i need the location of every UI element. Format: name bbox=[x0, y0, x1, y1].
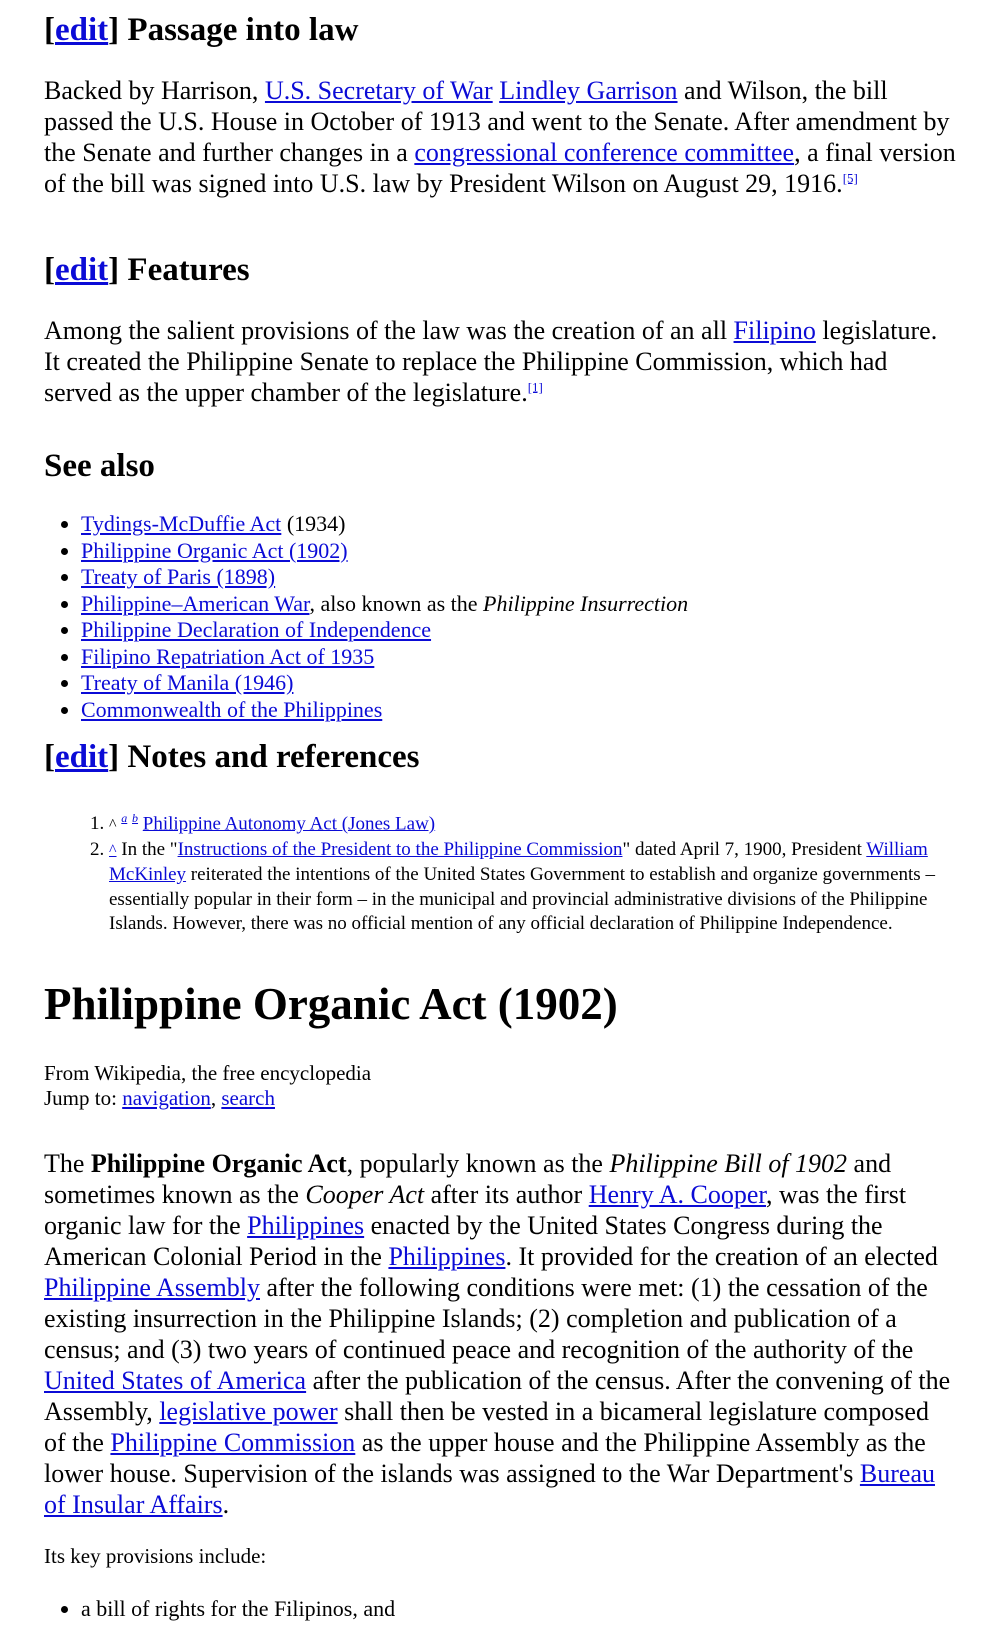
list-item: • a bill of rights for the Filipinos, and bbox=[81, 1596, 956, 1623]
link-congressional-conference[interactable]: congressional conference committee bbox=[414, 138, 795, 167]
list-item bbox=[81, 644, 956, 671]
note-link[interactable]: Philippine Autonomy Act (Jones Law) bbox=[142, 813, 436, 835]
text: Among the salient provisions of the law was the creation of an all bbox=[44, 316, 734, 345]
text: legislature. It created the Philippine Senate to replace the Philippine Commission, which had served as the upper chamber of the legislature. bbox=[44, 316, 938, 407]
list-item bbox=[81, 617, 956, 644]
text: , popularly known as the bbox=[346, 1149, 610, 1178]
article-title: Philippine Organic Act (1902) bbox=[44, 979, 618, 1029]
text: after the publication of the census. After the convening of the Assembly, bbox=[44, 1366, 951, 1426]
text: Jump to: bbox=[44, 1086, 123, 1110]
see-also-link[interactable]: Philippine Declaration of Independence bbox=[81, 617, 432, 642]
ref-link[interactable]: [5] bbox=[842, 170, 858, 186]
see-also-link[interactable]: Tydings-McDuffie Act bbox=[81, 511, 282, 536]
link-legislative-power[interactable]: legislative power bbox=[159, 1397, 338, 1426]
see-also-link[interactable]: Treaty of Paris (1898) bbox=[81, 564, 276, 589]
text: , a final version of the bill was signed into U.S. law by President Wilson on August 29, 1916. bbox=[44, 138, 956, 198]
see-also-link[interactable]: Commonwealth of the Philippines bbox=[81, 696, 383, 722]
text: after the following conditions were met: (1) the cessation of the existing insurrection in the Philippine Islands; (2) completion and publication of a census; and (3) two years of continued peace and recognition of the authority of the bbox=[44, 1273, 928, 1364]
bold-text: Philippine Organic Act bbox=[90, 1149, 347, 1178]
navigation-link[interactable]: navigation bbox=[122, 1086, 211, 1110]
see-also-list bbox=[44, 511, 956, 723]
backref-caret[interactable]: ^ bbox=[109, 841, 117, 859]
text: " dated April 7, 1900, President bbox=[622, 838, 867, 860]
text: reiterated the intentions of the United States Government to establish and organize governments – essentially popular in their form – in the municipal and provincial administrative divisions of the Philippine Islands. However, there was no official mention of any official declaration of Philippine Independence. bbox=[109, 864, 935, 935]
text: enacted by the United States Congress during the American Colonial Period in the bbox=[44, 1211, 883, 1271]
note-link[interactable]: Instructions of the President to the Philippine Commission bbox=[177, 838, 623, 860]
list-item bbox=[81, 511, 956, 538]
italic-text: Cooper Act bbox=[305, 1180, 425, 1209]
see-also-link[interactable]: Treaty of Manila (1946) bbox=[81, 670, 294, 695]
list-item bbox=[81, 670, 956, 697]
text: as the upper house and the Philippine Assembly as the lower house. Supervision of the islands was assigned to the War Department's bbox=[44, 1428, 926, 1488]
text: , was the first organic law for the bbox=[44, 1180, 907, 1240]
jump-links bbox=[44, 1085, 956, 1111]
link-lindley-garrison[interactable]: Lindley Garrison bbox=[499, 76, 678, 105]
provisions-list bbox=[44, 1596, 956, 1623]
list-item bbox=[81, 697, 956, 724]
provisions-intro: Its key provisions include: bbox=[44, 1544, 267, 1568]
link-bureau-insular-affairs[interactable]: Bureau of Insular Affairs bbox=[44, 1459, 935, 1519]
section-title: Notes and references bbox=[127, 739, 420, 775]
lead-paragraph bbox=[44, 1148, 956, 1520]
section-title: Passage into law bbox=[127, 12, 359, 48]
italic-text: Philippine Insurrection bbox=[483, 590, 689, 616]
text: . It provided for the creation of an elected bbox=[505, 1242, 938, 1271]
note-item bbox=[109, 838, 956, 937]
list-item bbox=[81, 538, 956, 565]
see-also-link[interactable]: Philippine–American War bbox=[81, 590, 310, 616]
tagline: From Wikipedia, the free encyclopedia bbox=[44, 1061, 372, 1085]
link-henry-cooper[interactable]: Henry A. Cooper bbox=[588, 1180, 767, 1209]
section-title: Features bbox=[127, 252, 250, 288]
text: (1934) bbox=[281, 511, 346, 536]
list-item bbox=[81, 564, 956, 591]
edit-link[interactable]: edit bbox=[55, 252, 109, 288]
backref-b[interactable]: b bbox=[132, 811, 139, 825]
text: shall then be vested in a bicameral legislature composed of the bbox=[44, 1397, 929, 1457]
section-heading-features: [edit] Features bbox=[44, 252, 250, 288]
link-secretary-of-war[interactable]: U.S. Secretary of War bbox=[264, 76, 493, 105]
link-philippines[interactable]: Philippines bbox=[247, 1211, 365, 1240]
see-also-link[interactable]: Filipino Repatriation Act of 1935 bbox=[81, 643, 375, 669]
see-also-link[interactable]: Philippine Organic Act (1902) bbox=[81, 537, 348, 563]
backref-a[interactable]: a bbox=[121, 811, 128, 825]
text: , also known as the bbox=[309, 590, 484, 616]
text: and sometimes known as the bbox=[44, 1149, 892, 1209]
text: In the " bbox=[116, 838, 178, 860]
text: Backed by Harrison, bbox=[44, 76, 265, 105]
passage-paragraph bbox=[44, 75, 956, 199]
text: . bbox=[222, 1490, 230, 1519]
link-usa[interactable]: United States of America bbox=[44, 1366, 307, 1395]
ref-link[interactable]: [1] bbox=[527, 379, 543, 395]
link-filipino[interactable]: Filipino bbox=[733, 316, 816, 345]
text: , bbox=[210, 1086, 222, 1110]
link-philippine-assembly[interactable]: Philippine Assembly bbox=[44, 1273, 260, 1302]
edit-link[interactable]: edit bbox=[55, 12, 109, 48]
edit-link[interactable]: edit bbox=[55, 739, 109, 775]
list-item bbox=[81, 591, 956, 618]
link-philippines[interactable]: Philippines bbox=[388, 1242, 506, 1271]
caret: ^ bbox=[109, 816, 117, 834]
text: after its author bbox=[424, 1180, 589, 1209]
notes-list bbox=[44, 806, 956, 937]
see-also-heading: See also bbox=[44, 448, 155, 484]
link-philippine-commission[interactable]: Philippine Commission bbox=[110, 1428, 356, 1457]
note-link[interactable]: William McKinley bbox=[109, 838, 928, 886]
notes-heading: [edit] Notes and references bbox=[44, 739, 420, 775]
italic-text: Philippine Bill of 1902 bbox=[609, 1149, 848, 1178]
text: and Wilson, the bill passed the U.S. House in October of 1913 and went to the Senate. After amendment by the Senate and further changes in a bbox=[44, 76, 950, 167]
note-item bbox=[109, 806, 956, 838]
section-heading-passage: [edit] Passage into law bbox=[44, 12, 359, 48]
text: The bbox=[44, 1149, 91, 1178]
search-link[interactable]: search bbox=[221, 1086, 275, 1110]
features-paragraph bbox=[44, 315, 956, 408]
